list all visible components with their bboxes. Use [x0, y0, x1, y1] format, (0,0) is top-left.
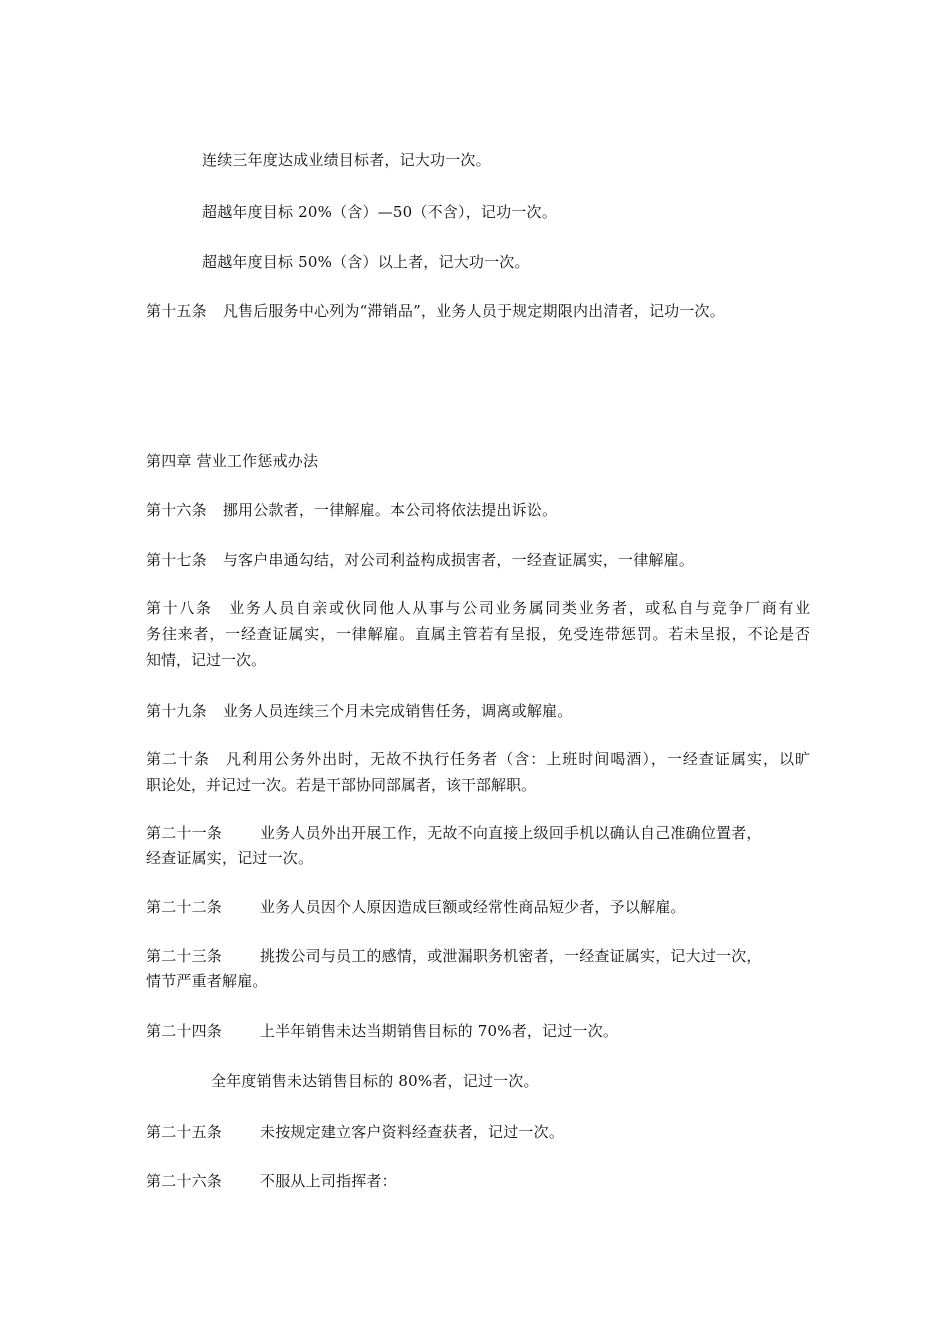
- article-20: [146, 746, 810, 798]
- article-20-line-2: 职论处，并记过一次。若是干部协同部属者，该干部解职。: [146, 776, 537, 794]
- article-26-label: 第二十六条: [146, 1172, 223, 1190]
- article-17: [146, 553, 694, 568]
- article-23-line-1: [146, 949, 762, 964]
- chapter-4-heading: 第四章 营业工作惩戒办法: [146, 452, 319, 470]
- article-17-label: 第十七条: [146, 551, 207, 569]
- clause-line-2: 超越年度目标 20%（含）—50（不含），记功一次。: [202, 203, 557, 221]
- article-25: [146, 1125, 564, 1140]
- article-25-text: 未按规定建立客户资料经查获者，记过一次。: [260, 1123, 565, 1141]
- article-24-label: 第二十四条: [146, 1022, 223, 1040]
- article-18: [146, 595, 810, 673]
- article-26: [146, 1174, 397, 1189]
- article-16: [146, 503, 557, 518]
- article-15-text: 凡售后服务中心列为“滞销品”，业务人员于规定期限内出清者，记功一次。: [222, 302, 725, 320]
- article-17-text: 与客户串通勾结，对公司利益构成损害者，一经查证属实，一律解雇。: [222, 551, 695, 569]
- article-24: [146, 1024, 618, 1039]
- article-19: [146, 704, 572, 719]
- article-18-line-1: 第十八条 业务人员自亲或伙同他人从事与公司业务属同类业务者，或私自与竞争厂商有业: [146, 599, 810, 617]
- article-16-label: 第十六条: [146, 501, 207, 519]
- article-22-text: 业务人员因个人原因造成巨额或经常性商品短少者，予以解雇。: [260, 898, 686, 916]
- article-24-sub: 全年度销售未达销售目标的 80%者，记过一次。: [211, 1072, 539, 1090]
- article-18-line-2: 务往来者，一经查证属实，一律解雇。直属主管若有呈报，免受连带惩罚。若未呈报，不论是否: [146, 625, 810, 643]
- article-23-text: 挑拨公司与员工的感情，或泄漏职务机密者，一经查证属实，记大过一次，: [260, 947, 762, 965]
- article-22: [146, 900, 686, 915]
- article-22-label: 第二十二条: [146, 898, 223, 916]
- article-15: [146, 304, 725, 319]
- article-15-label: 第十五条: [146, 302, 207, 320]
- clause-line-1: 连续三年度达成业绩目标者，记大功一次。: [202, 151, 491, 169]
- article-26-text: 不服从上司指挥者：: [260, 1172, 397, 1190]
- article-24-text: 上半年销售未达当期销售目标的 70%者，记过一次。: [260, 1022, 619, 1040]
- article-21-line-1: [146, 826, 762, 841]
- article-18-line-3: 知情，记过一次。: [146, 651, 267, 669]
- clause-line-3: 超越年度目标 50%（含）以上者，记大功一次。: [202, 253, 530, 271]
- article-19-text: 业务人员连续三个月未完成销售任务，调离或解雇。: [222, 702, 573, 720]
- article-23-label: 第二十三条: [146, 947, 223, 965]
- article-21-line-2: 经查证属实，记过一次。: [146, 849, 314, 867]
- article-23-line-2: 情节严重者解雇。: [146, 972, 268, 990]
- article-25-label: 第二十五条: [146, 1123, 223, 1141]
- article-16-text: 挪用公款者，一律解雇。本公司将依法提出诉讼。: [222, 501, 558, 519]
- article-19-label: 第十九条: [146, 702, 207, 720]
- article-21-label: 第二十一条: [146, 824, 223, 842]
- article-21-text: 业务人员外出开展工作，无故不向直接上级回手机以确认自己准确位置者，: [260, 824, 762, 842]
- article-20-line-1: 第二十条 凡利用公务外出时，无故不执行任务者（含：上班时间喝酒），一经查证属实，以旷: [146, 750, 810, 768]
